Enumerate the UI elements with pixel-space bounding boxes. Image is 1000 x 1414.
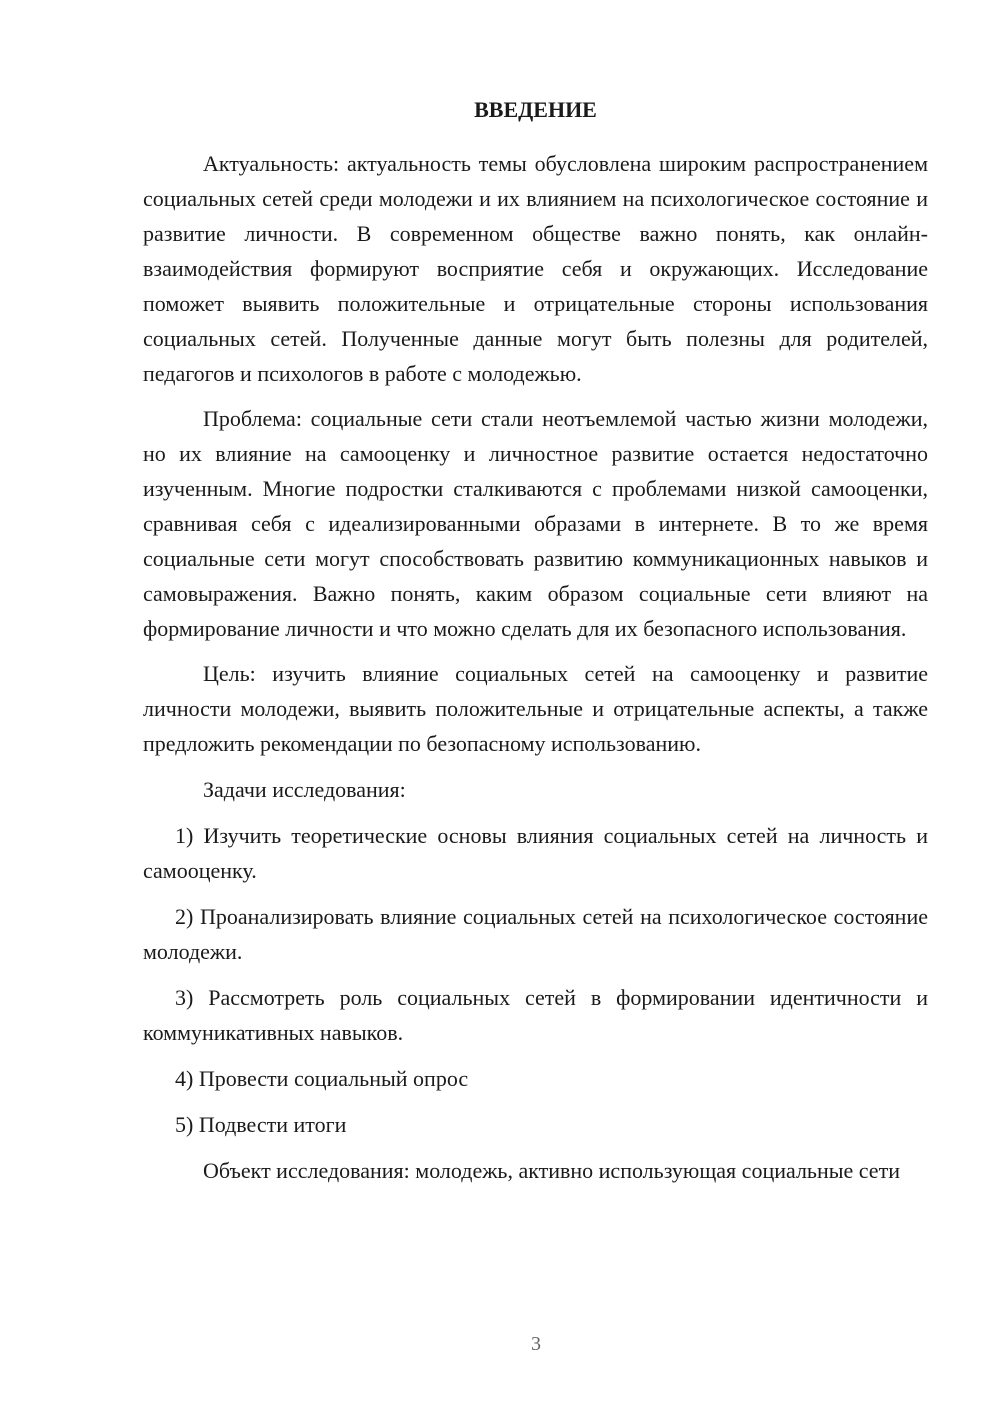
page-title: ВВЕДЕНИЕ	[474, 97, 597, 122]
task-item-1: 1) Изучить теоретические основы влияния социальных сетей на личность и самооценку.	[143, 823, 928, 883]
paragraph-object: Объект исследования: молодежь, активно использующая социальные сети	[203, 1158, 900, 1183]
task-item-4: 4) Провести социальный опрос	[175, 1066, 469, 1091]
tasks-heading: Задачи исследования:	[203, 777, 406, 802]
task-item-3: 3) Рассмотреть роль социальных сетей в формировании идентичности и коммуникативных навыков.	[143, 985, 928, 1045]
task-item-5: 5) Подвести итоги	[175, 1112, 347, 1137]
paragraph-goal: Цель: изучить влияние социальных сетей на самооценку и развитие личности молодежи, выявить положительные и отрицательные аспекты, а также предложить рекомендации по безопасному использованию.	[143, 661, 928, 756]
paragraph-relevance: Актуальность: актуальность темы обусловлена широким распространением социальных сетей среди молодежи и их влиянием на психологическое состояние и развитие личности. В современном обществе важно понять, как онлайн-взаимодействия формируют восприятие себя и окружающих. Исследование поможет выявить положительные и отрицательные стороны использования социальных сетей. Полученные данные могут быть полезны для родителей, педагогов и психологов в работе с молодежью.	[143, 151, 928, 386]
paragraph-problem: Проблема: социальные сети стали неотъемлемой частью жизни молодежи, но их влияние на самооценку и личностное развитие остается недостаточно изученным. Многие подростки сталкиваются с проблемами низкой самооценки, сравнивая себя с идеализированными образами в интернете. В то же время социальные сети могут способствовать развитию коммуникационных навыков и самовыражения. Важно понять, каким образом социальные сети влияют на формирование личности и что можно сделать для их безопасного использования.	[143, 406, 928, 641]
task-item-2: 2) Проанализировать влияние социальных сетей на психологическое состояние молодежи.	[143, 904, 928, 964]
page-number: 3	[531, 1333, 541, 1355]
document-page	[143, 94, 928, 1188]
